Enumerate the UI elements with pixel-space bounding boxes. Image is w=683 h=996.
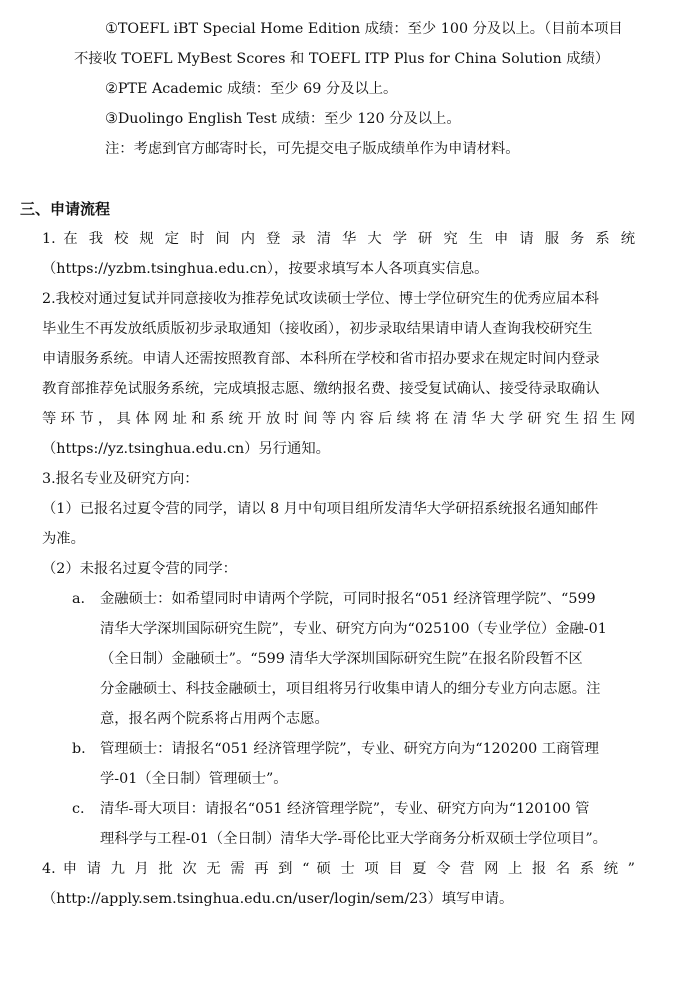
step3-sub1-line1: （1）已报名过夏令营的同学，请以 8 月中旬项目组所发清华大学研招系统报名通知邮件	[42, 501, 599, 517]
section-heading: 三、申请流程	[20, 200, 111, 218]
tsinghua-columbia-line1: 清华-哥大项目：请报名“051 经济管理学院”，专业、研究方向为“120100 管	[100, 801, 590, 817]
step4-line1: 4. 申 请 九 月 批 次 无 需 再 到 “ 硕 士 项 目 夏 令 营 网 上 报 名 系 统 ”	[42, 861, 635, 877]
finance-master-line1: 金融硕士：如希望同时申请两个学院，可同时报名“051 经济管理学院”、“599	[100, 591, 596, 607]
step1-line2: （https://yzbm.tsinghua.edu.cn），按要求填写本人各项真实信息。	[42, 261, 489, 277]
finance-master-line2: 清华大学深圳国际研究生院”，专业、研究方向为“025100（专业学位）金融-01	[100, 621, 607, 637]
transcript-note: 注：考虑到官方邮寄时长，可先提交电子版成绩单作为申请材料。	[105, 141, 520, 157]
management-master-line2: 学-01（全日制）管理硕士”。	[100, 771, 288, 787]
finance-master-line3: （全日制）金融硕士”。“599 清华大学深圳国际研究生院”在报名阶段暂不区	[100, 651, 583, 667]
duolingo-requirement: ③Duolingo English Test 成绩：至少 120 分及以上。	[105, 111, 461, 127]
management-master-line1: 管理硕士：请报名“051 经济管理学院”，专业、研究方向为“120200 工商管理	[100, 741, 599, 757]
step2-line6: （https://yz.tsinghua.edu.cn）另行通知。	[42, 441, 330, 457]
list-marker-c: c.	[72, 801, 85, 817]
step3-sub1-line2: 为准。	[42, 531, 85, 547]
step3-sub2-title: （2）未报名过夏令营的同学：	[42, 561, 237, 577]
step2-line3: 申请服务系统。申请人还需按照教育部、本科所在学校和省市招办要求在规定时间内登录	[42, 351, 600, 367]
finance-master-line5: 意，报名两个院系将占用两个志愿。	[100, 711, 329, 727]
pte-requirement: ②PTE Academic 成绩：至少 69 分及以上。	[105, 81, 398, 97]
toefl-requirement-line1: ①TOEFL iBT Special Home Edition 成绩：至少 100 分及以上。（目前本项目	[105, 21, 623, 37]
step3-title: 3.报名专业及研究方向：	[42, 471, 199, 487]
step1-line1: 1. 在 我 校 规 定 时 间 内 登 录 清 华 大 学 研 究 生 申 请 服 务 系 统	[42, 231, 635, 247]
step2-line2: 毕业生不再发放纸质版初步录取通知（接收函），初步录取结果请申请人查询我校研究生	[42, 321, 593, 337]
list-marker-b: b.	[72, 741, 86, 757]
finance-master-line4: 分金融硕士、科技金融硕士，项目组将另行收集申请人的细分专业方向志愿。注	[100, 681, 601, 697]
list-marker-a: a.	[72, 591, 86, 607]
step2-line4: 教育部推荐免试服务系统，完成填报志愿、缴纳报名费、接受复试确认、接受待录取确认	[42, 381, 600, 397]
step2-line5: 等环节，具体网址和系统开放时间等内容后续将在清华大学研究生招生网	[42, 411, 635, 427]
toefl-requirement-line2: 不接收 TOEFL MyBest Scores 和 TOEFL ITP Plus for China Solution 成绩）	[74, 51, 610, 67]
step4-line2: （http://apply.sem.tsinghua.edu.cn/user/login/sem/23）填写申请。	[42, 891, 514, 907]
tsinghua-columbia-line2: 理科学与工程-01（全日制）清华大学-哥伦比亚大学商务分析双硕士学位项目”。	[100, 831, 607, 847]
step2-line1: 2.我校对通过复试并同意接收为推荐免试攻读硕士学位、博士学位研究生的优秀应届本科	[42, 291, 599, 307]
